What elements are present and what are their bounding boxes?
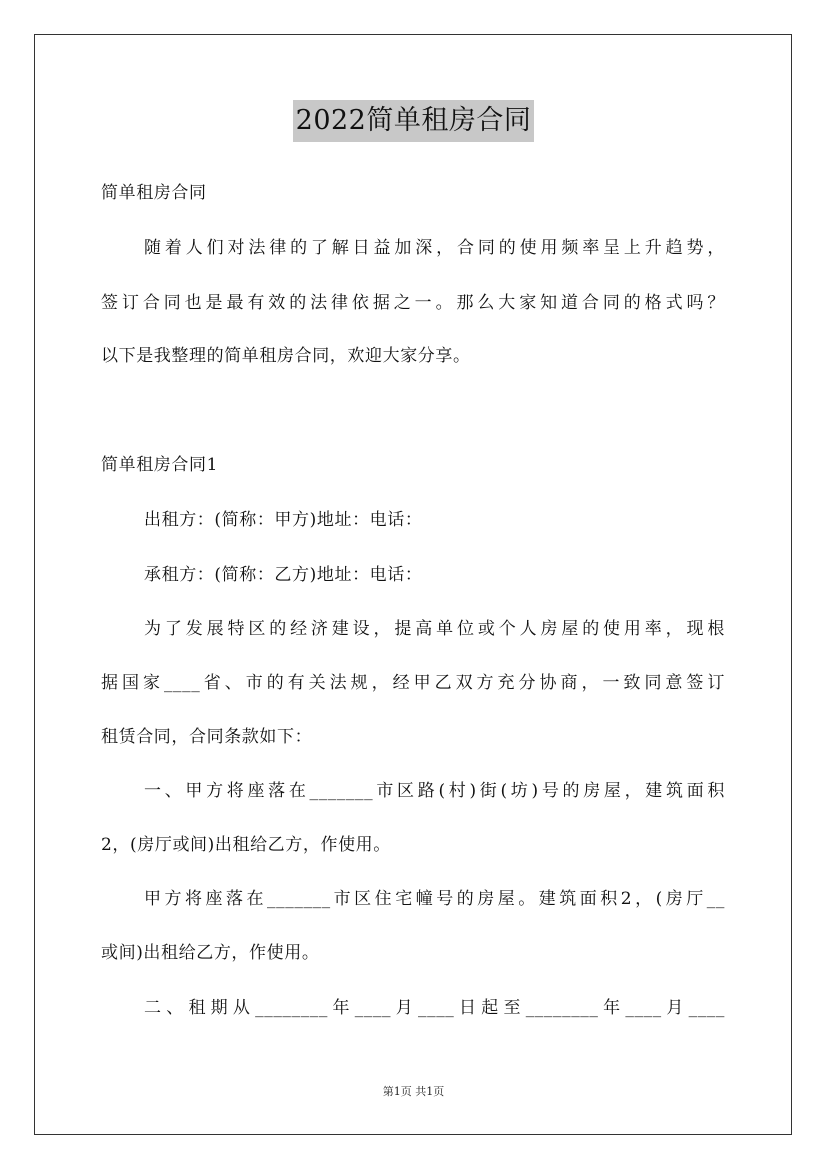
paragraph-line: 签订合同也是最有效的法律依据之一。那么大家知道合同的格式吗？ (101, 293, 725, 313)
paragraph-line: 一、甲方将座落在_______市区路(村)街(坊)号的房屋，建筑面积 (144, 781, 725, 801)
paragraph-line: 甲方将座落在_______市区住宅幢号的房屋。建筑面积2，(房厅__ (144, 889, 725, 909)
paragraph-line: 随着人们对法律的了解日益加深，合同的使用频率呈上升趋势， (144, 238, 725, 258)
section-heading: 简单租房合同1 (101, 455, 219, 475)
paragraph-line: 承租方：(简称：乙方)地址：电话： (144, 565, 423, 585)
section-heading: 简单租房合同 (101, 183, 207, 203)
paragraph-line: 以下是我整理的简单租房合同，欢迎大家分享。 (101, 346, 471, 366)
paragraph-line: 为了发展特区的经济建设，提高单位或个人房屋的使用率，现根 (144, 619, 725, 639)
paragraph-line: 据国家____省、市的有关法规，经甲乙双方充分协商，一致同意签订 (101, 673, 725, 693)
paragraph-line: 租赁合同，合同条款如下： (101, 727, 313, 747)
title-container (0, 100, 827, 142)
document-title: 2022简单租房合同 (293, 100, 535, 142)
paragraph-line: 2，(房厅或间)出租给乙方，作使用。 (101, 835, 391, 855)
page-number: 第1页 共1页 (382, 1085, 445, 1098)
paragraph-line: 二、租期从________年____月____日起至________年____月____ (144, 998, 725, 1018)
paragraph-line: 出租方：(简称：甲方)地址：电话： (144, 510, 423, 530)
paragraph-line: 或间)出租给乙方，作使用。 (101, 943, 320, 963)
